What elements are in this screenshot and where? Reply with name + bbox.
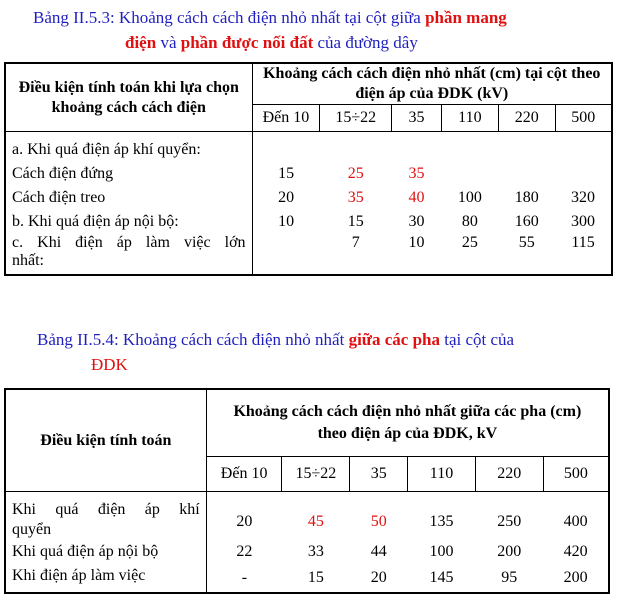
- row-label: Khi điện áp làm việc: [12, 567, 146, 584]
- table-cell: 20: [206, 492, 282, 541]
- table-cell: 115: [571, 234, 595, 251]
- row-label-line2: quyển: [12, 521, 52, 538]
- table-cell: 200: [563, 569, 588, 586]
- table2-voltage-header: 15÷22: [282, 457, 350, 492]
- caption1-highlight-2: điện: [125, 33, 157, 52]
- table1-main-header: Khoảng cách cách điện nhỏ nhất (cm) tại cột theo điện áp của ĐDK (kV): [252, 63, 612, 105]
- table-cell: 30: [408, 213, 425, 230]
- table-row: [5, 186, 612, 210]
- table1: [4, 62, 613, 276]
- table-cell: 145: [429, 569, 454, 586]
- table1-voltage-header: 35: [392, 105, 442, 132]
- table-cell: 160: [514, 213, 539, 230]
- table2-voltage-header: Đến 10: [206, 457, 282, 492]
- table-cell: [555, 162, 612, 186]
- table-cell: [498, 162, 555, 186]
- caption2-highlight: giữa các pha: [348, 330, 440, 349]
- table-cell: 20: [252, 186, 320, 210]
- table-row: [5, 234, 612, 275]
- row-label-line1: Khi quá điện áp khí: [12, 501, 200, 518]
- table-cell: 400: [563, 513, 588, 530]
- table2: [4, 388, 610, 594]
- table-cell: 320: [571, 189, 596, 206]
- table1-caption: [33, 5, 613, 55]
- table-cell: 35: [347, 189, 364, 206]
- row-label: Khi quá điện áp nội bộ: [12, 543, 159, 560]
- table-cell: [392, 132, 442, 163]
- row-label: [5, 492, 206, 541]
- table-cell: 100: [457, 189, 482, 206]
- table-cell: 200: [497, 543, 522, 560]
- row-label: Cách điện treo: [12, 189, 106, 206]
- table-cell: 50: [370, 513, 387, 530]
- row-label-line1: c. Khi điện áp làm việc lớn: [12, 234, 246, 251]
- table-cell: 20: [370, 569, 387, 586]
- caption1-text: Bảng II.5.3: Khoảng cách cách điện nhỏ nhất tại cột giữa: [33, 8, 426, 27]
- table-cell: [441, 162, 498, 186]
- table-cell: 180: [514, 189, 539, 206]
- table-cell: -: [206, 564, 282, 593]
- table2-voltage-header: 500: [543, 457, 609, 492]
- table-row: [5, 162, 612, 186]
- table-cell: 7: [351, 234, 360, 251]
- table-cell: [252, 234, 320, 275]
- table1-voltage-header: 110: [441, 105, 498, 132]
- table2-caption: [37, 327, 617, 377]
- caption1-highlight-3: phần được nối đất: [180, 33, 314, 52]
- table-cell: 300: [571, 213, 596, 230]
- table-cell: [441, 132, 498, 163]
- table-cell: 15: [252, 162, 320, 186]
- caption2-end: tại cột của: [440, 330, 515, 349]
- table-row: [5, 132, 612, 163]
- table1-voltage-header: Đến 10: [252, 105, 320, 132]
- table-cell: 33: [307, 543, 324, 560]
- table-cell: 35: [408, 165, 425, 182]
- table-cell: 100: [429, 543, 454, 560]
- table-cell: 40: [408, 189, 425, 206]
- table-cell: 10: [408, 234, 425, 251]
- row-label-line2: nhất:: [12, 252, 44, 269]
- table-cell: 45: [307, 513, 324, 530]
- table-cell: [555, 132, 612, 163]
- table1-voltage-header: 15÷22: [320, 105, 392, 132]
- table-row: [5, 564, 609, 593]
- caption2-line2: ĐDK: [91, 355, 128, 374]
- table-cell: 10: [252, 210, 320, 234]
- caption1-mid: và: [156, 33, 181, 52]
- table2-voltage-header: 110: [408, 457, 476, 492]
- table1-condition-header: Điều kiện tính toán khi lựa chọn khoảng cách cách điện: [5, 63, 252, 132]
- caption1-end: của đường dây: [313, 33, 418, 52]
- table-row: [5, 540, 609, 564]
- table-cell: 15: [347, 213, 364, 230]
- row-label: Cách điện đứng: [12, 165, 114, 182]
- table2-main-header: Khoảng cách cách điện nhỏ nhất giữa các pha (cm) theo điện áp của ĐDK, kV: [206, 389, 609, 457]
- table-cell: [498, 132, 555, 163]
- table-cell: 55: [518, 234, 535, 251]
- table-cell: 95: [501, 569, 518, 586]
- caption1-highlight-1: phần mang: [425, 8, 507, 27]
- table-row: [5, 492, 609, 541]
- table-cell: 15: [307, 569, 324, 586]
- table-cell: [252, 132, 320, 163]
- table-cell: 44: [370, 543, 387, 560]
- table1-voltage-header: 500: [555, 105, 612, 132]
- table-cell: 25: [461, 234, 478, 251]
- row-label: b. Khi quá điện áp nội bộ:: [12, 213, 179, 230]
- table2-voltage-header: 35: [350, 457, 408, 492]
- table-cell: 80: [461, 213, 478, 230]
- caption2-text: Bảng II.5.4: Khoảng cách cách điện nhỏ nhất: [37, 330, 349, 349]
- table-cell: 25: [347, 165, 364, 182]
- table2-voltage-header: 220: [475, 457, 543, 492]
- table-cell: 22: [206, 540, 282, 564]
- table-cell: 135: [429, 513, 454, 530]
- table-row: [5, 210, 612, 234]
- table-cell: 250: [497, 513, 522, 530]
- table1-voltage-header: 220: [498, 105, 555, 132]
- row-label: a. Khi quá điện áp khí quyển:: [12, 141, 201, 158]
- row-label: [5, 234, 252, 275]
- table-cell: 420: [563, 543, 588, 560]
- table-cell: [320, 132, 392, 163]
- table2-condition-header: Điều kiện tính toán: [5, 389, 206, 492]
